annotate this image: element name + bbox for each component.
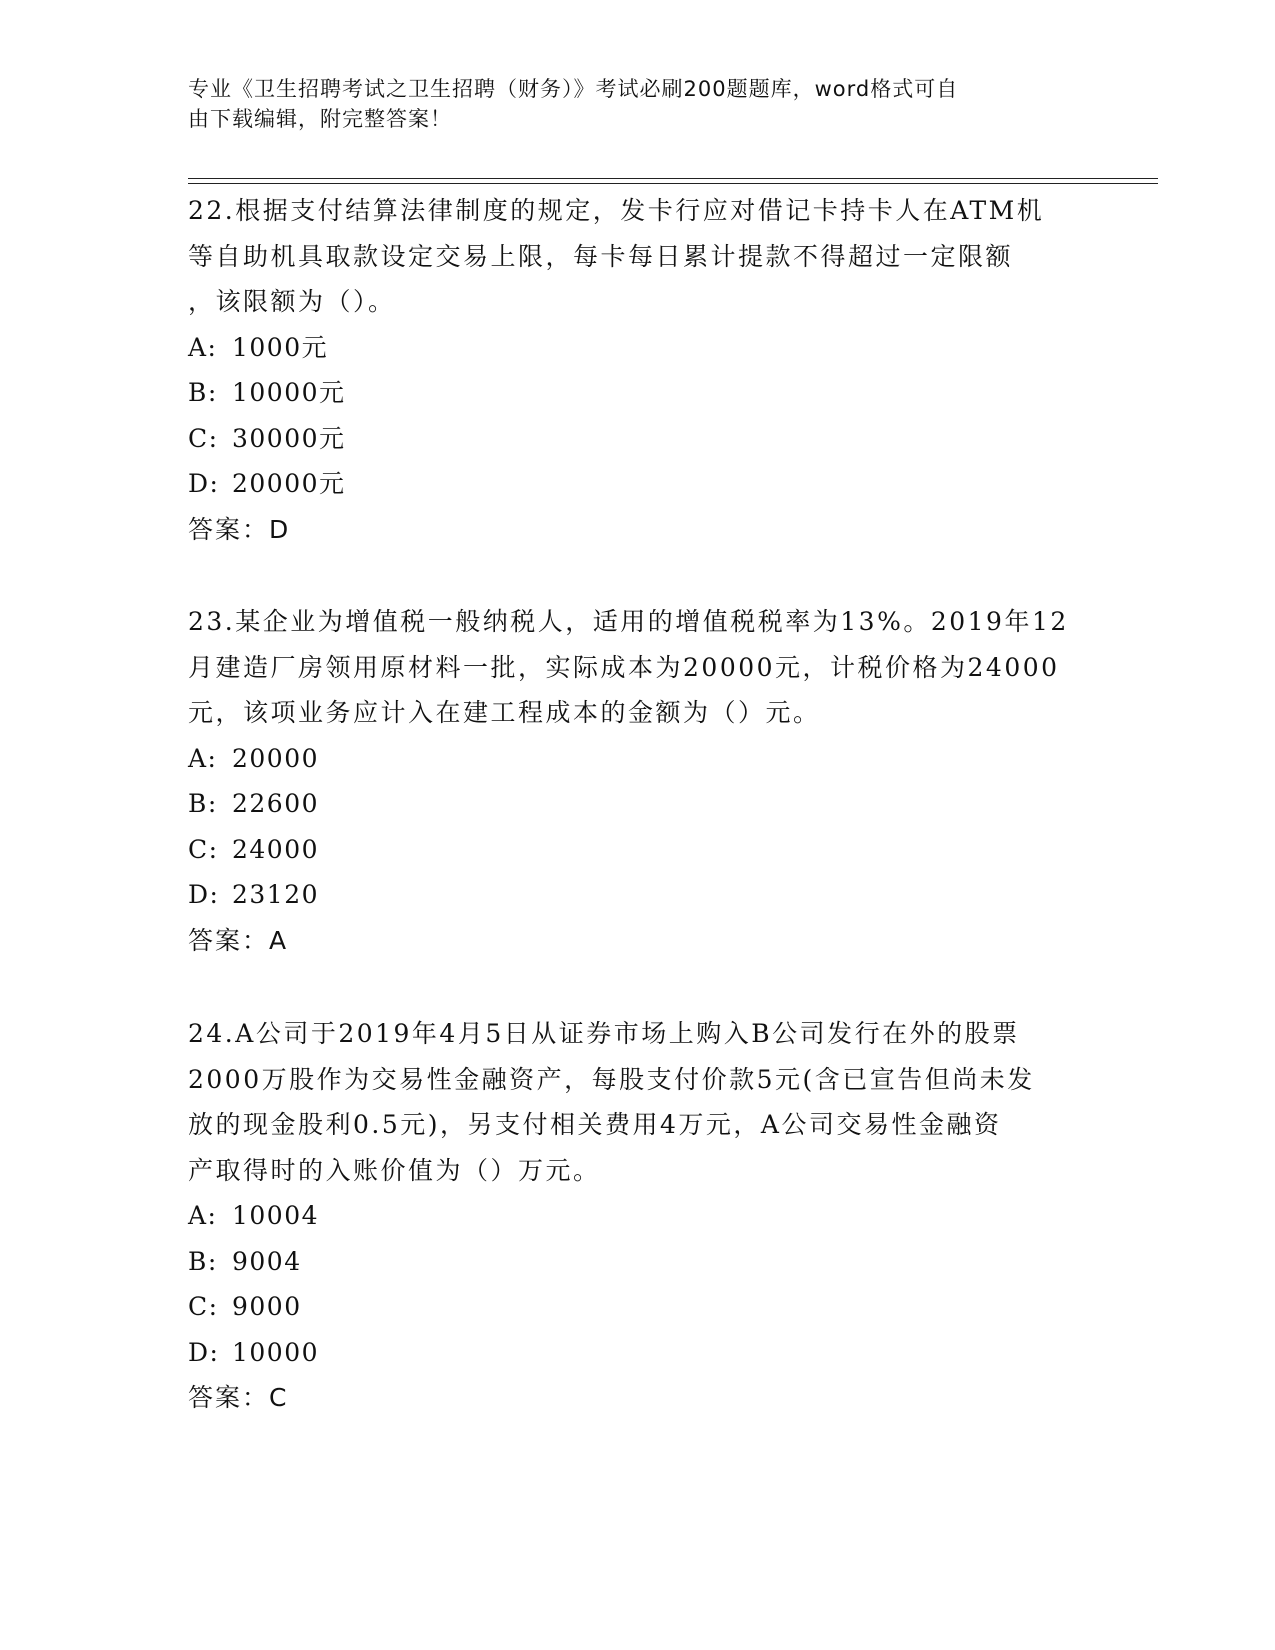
- option-value: 20000: [232, 743, 320, 773]
- option-b: [188, 781, 1088, 827]
- document-header: 专业《卫生招聘考试之卫生招聘（财务）》考试必刷200题题库，word格式可自 由下载编辑，附完整答案！: [188, 77, 959, 131]
- option-a: [188, 325, 1088, 371]
- option-letter: D:: [188, 1337, 220, 1367]
- option-a: [188, 1193, 1088, 1239]
- option-letter: D:: [188, 880, 220, 909]
- option-d: [188, 872, 1088, 918]
- option-value: 9000: [232, 1292, 302, 1321]
- option-letter: C:: [188, 423, 219, 453]
- option-c: [188, 416, 1088, 462]
- option-letter: C:: [188, 1292, 219, 1321]
- question-text: 23.某企业为增值税一般纳税人，适用的增值税税率为13%。2019年12 月建造厂房领用原材料一批，实际成本为20000元，计税价格为24000 元，该项业务应计入在建工程成本的金额为（）元。: [188, 607, 1069, 727]
- option-letter: A:: [188, 332, 218, 362]
- header-divider-bottom: [188, 183, 1158, 184]
- option-letter: B:: [188, 789, 218, 818]
- option-d: [188, 461, 1088, 507]
- option-value: 23120: [232, 880, 320, 909]
- option-value: 22600: [232, 789, 320, 818]
- option-b: [188, 1239, 1088, 1285]
- option-value: 10000元: [232, 378, 346, 407]
- option-a: [188, 736, 1088, 782]
- question-24: [188, 1011, 1088, 1421]
- question-22: [188, 188, 1088, 552]
- option-value: 10004: [232, 1201, 320, 1230]
- option-c: [188, 827, 1088, 873]
- option-letter: A:: [188, 743, 218, 773]
- answer-line: 答案：A: [188, 925, 289, 955]
- question-text: 22.根据支付结算法律制度的规定，发卡行应对借记卡持卡人在ATM机 等自助机具取款设定交易上限，每卡每日累计提款不得超过一定限额 ，该限额为（）。: [188, 196, 1045, 316]
- option-d: [188, 1330, 1088, 1376]
- option-value: 24000: [232, 834, 320, 864]
- option-value: 10000: [232, 1337, 320, 1367]
- option-value: 30000元: [232, 423, 346, 453]
- answer-line: 答案：C: [188, 1383, 289, 1412]
- option-letter: B:: [188, 1246, 218, 1276]
- option-letter: D:: [188, 469, 220, 498]
- option-letter: C:: [188, 834, 219, 864]
- option-letter: B:: [188, 378, 218, 407]
- option-b: [188, 370, 1088, 416]
- answer-line: 答案：D: [188, 514, 291, 544]
- option-value: 1000元: [232, 332, 329, 362]
- question-23: [188, 599, 1088, 963]
- option-c: [188, 1284, 1088, 1330]
- option-value: 20000元: [232, 469, 346, 498]
- header-divider-top: [188, 178, 1158, 179]
- question-text: 24.A公司于2019年4月5日从证券市场上购入B公司发行在外的股票 2000万股作为交易性金融资产，每股支付价款5元(含已宣告但尚未发 放的现金股利0.5元)，另支付相关费用4万元，A公司交易性金融资 产取得时的入账价值为（）万元。: [188, 1019, 1035, 1185]
- option-letter: A:: [188, 1201, 218, 1230]
- option-value: 9004: [232, 1246, 302, 1276]
